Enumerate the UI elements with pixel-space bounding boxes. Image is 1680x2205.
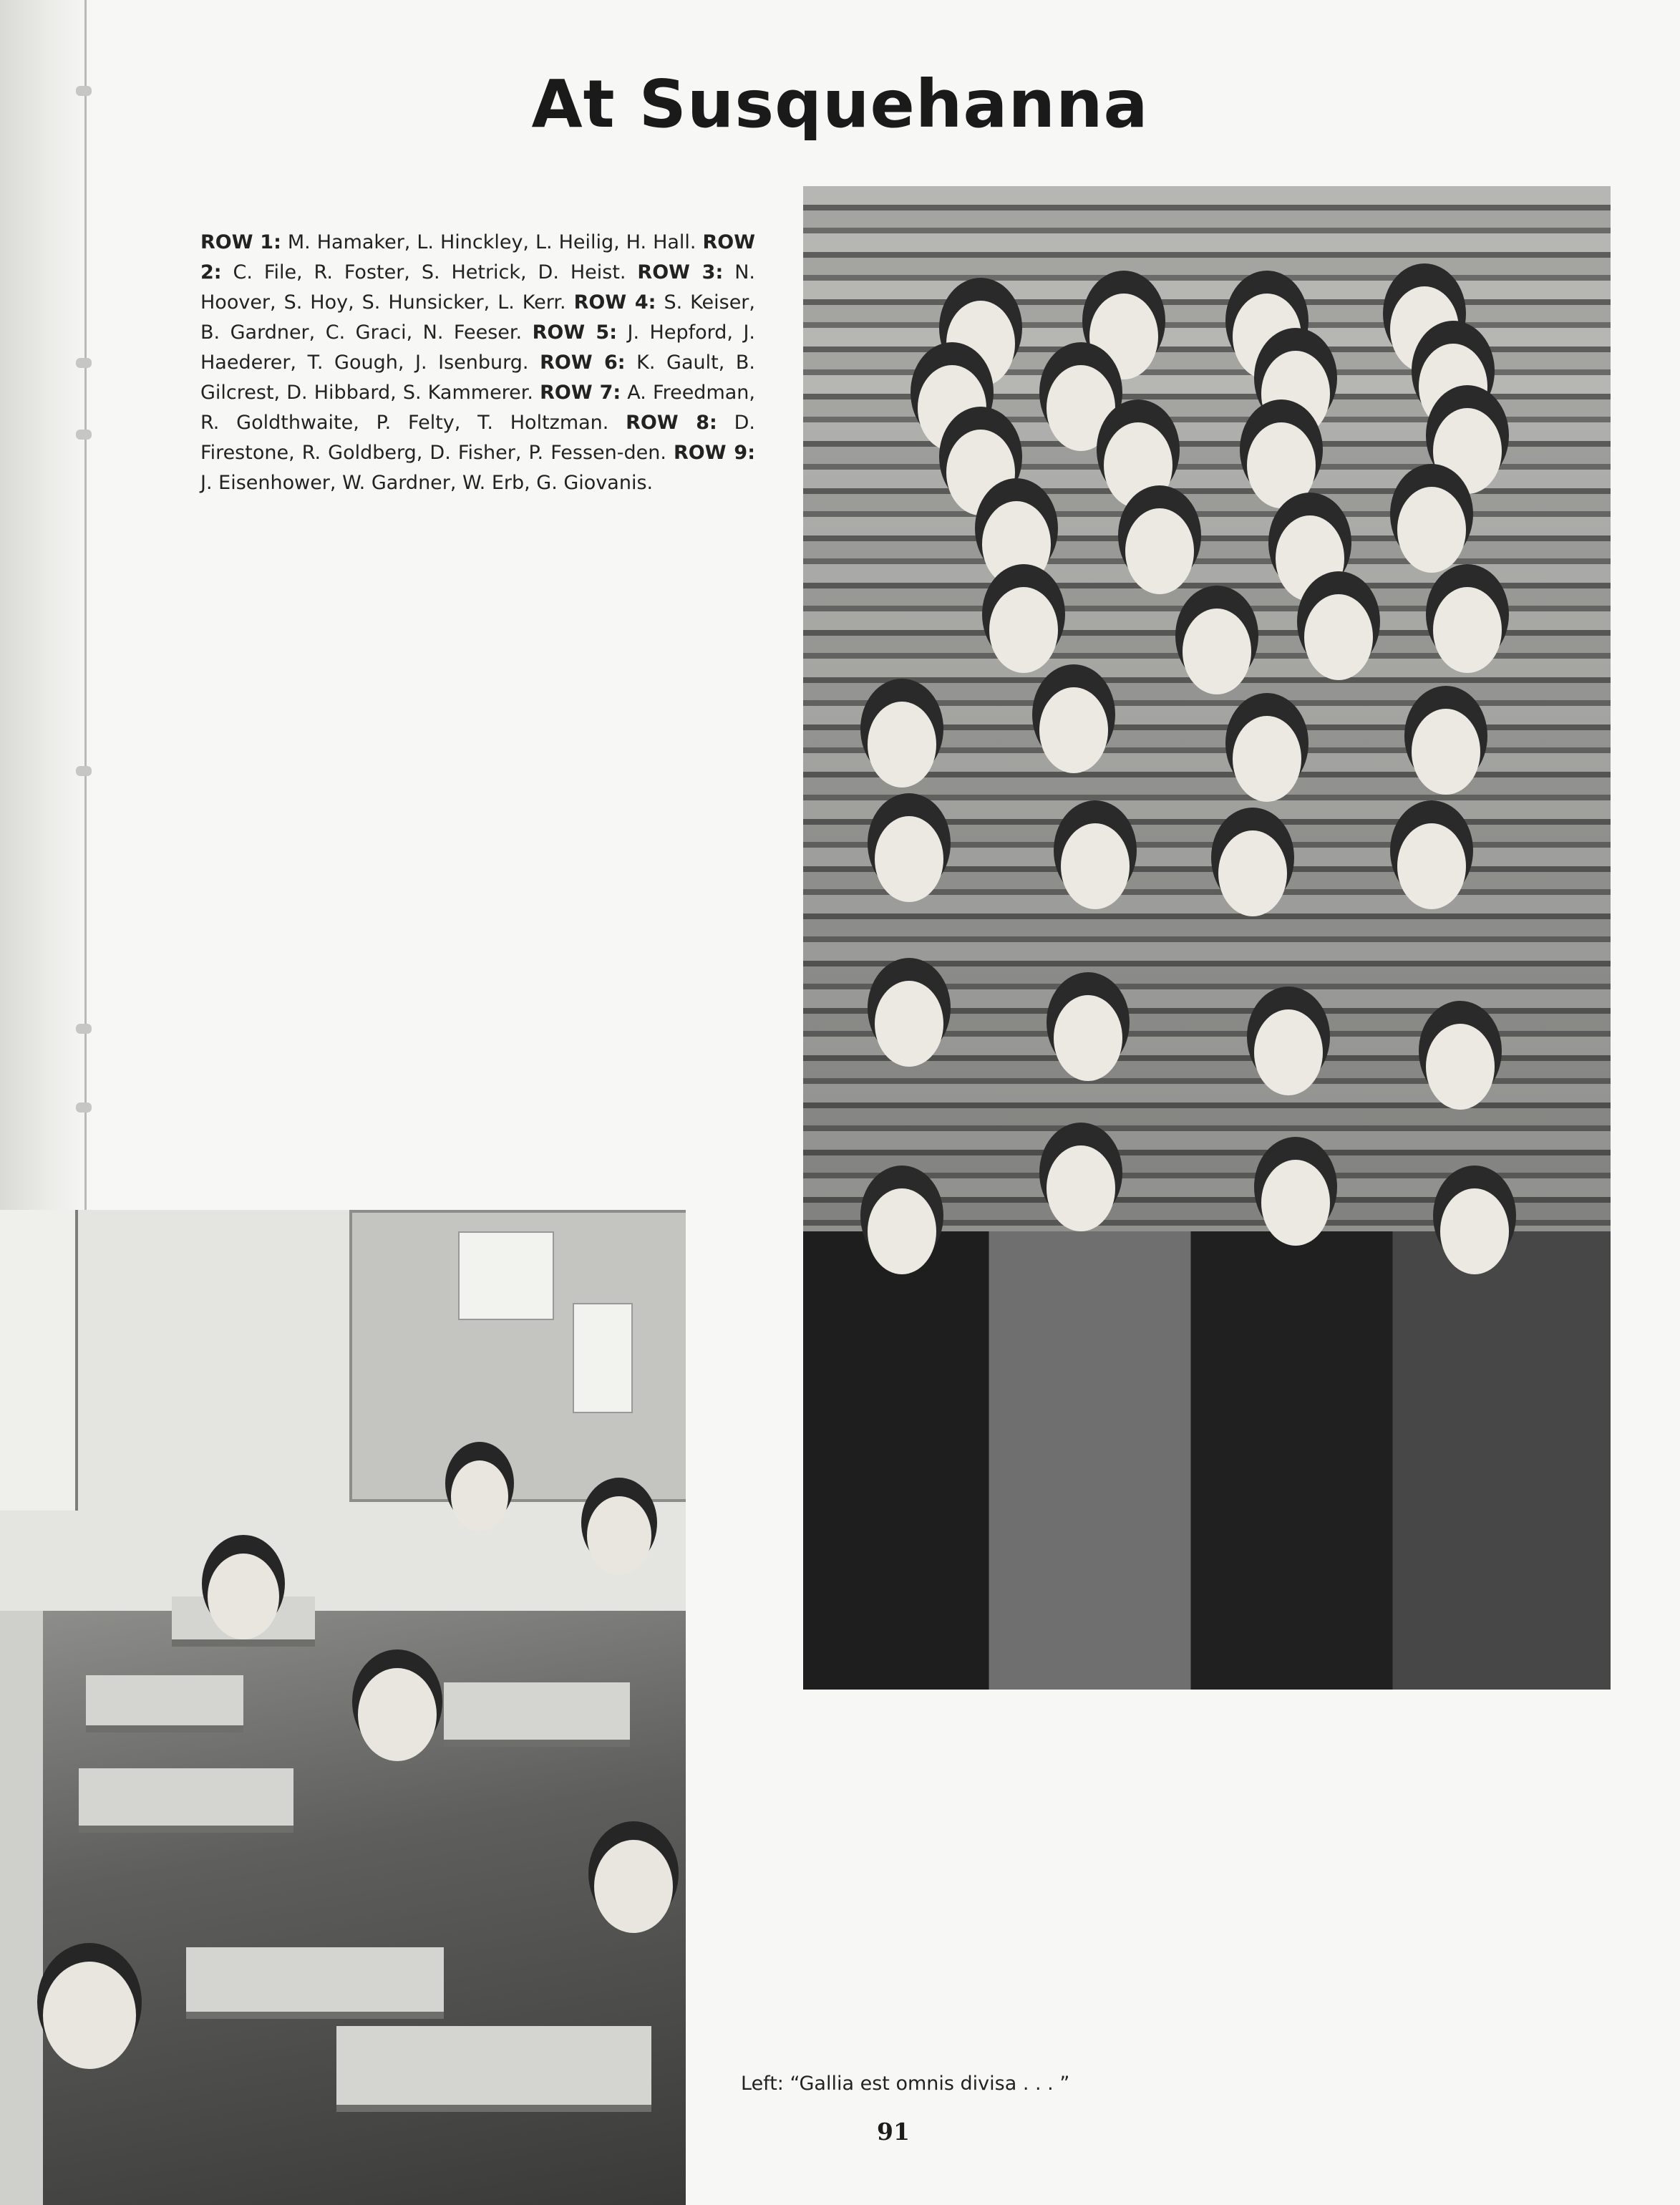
person-face [1261, 1160, 1330, 1246]
school-desk [444, 1682, 630, 1747]
student-figure [451, 1460, 508, 1532]
person-face [875, 816, 943, 902]
person-face [1397, 487, 1466, 573]
student-figure [587, 1496, 651, 1575]
person-face [989, 587, 1058, 673]
row-label: ROW 4: [573, 291, 656, 314]
person-face [875, 981, 943, 1067]
front-row-figures [803, 1231, 1611, 1690]
student-figure [43, 1962, 136, 2069]
bulletin-poster [573, 1303, 633, 1413]
person-face [1426, 1024, 1495, 1110]
person-face [1276, 515, 1344, 601]
school-desk [336, 2026, 651, 2112]
page-title: At Susquehanna [531, 66, 1149, 142]
row-names: J. Hepford, J. Haederer, T. Gough, J. Isenburg. [200, 321, 755, 374]
row-label: ROW 9: [674, 442, 755, 464]
person-face [1304, 594, 1373, 680]
row-names: D. Firestone, R. Goldberg, D. Fisher, P. Fessen-den. [200, 412, 755, 464]
person-face [1218, 830, 1287, 916]
group-photo-caption [200, 228, 755, 498]
school-desk [86, 1675, 243, 1732]
school-desk [186, 1947, 444, 2019]
row-label: ROW 1: [200, 231, 281, 253]
bulletin-poster [458, 1231, 554, 1320]
binding-stitch [76, 1024, 92, 1034]
person-face [1233, 716, 1301, 802]
binding-stitch [76, 1102, 92, 1113]
classroom-cabinet [0, 1210, 78, 1511]
row-names: S. Keiser, B. Gardner, C. Graci, N. Feeser. [200, 291, 755, 344]
classroom-photo-caption: Left: “Gallia est omnis divisa . . . ” [741, 2073, 1070, 2095]
person-face [1247, 422, 1316, 508]
row-label: ROW 8: [626, 412, 717, 434]
person-face [1412, 709, 1480, 795]
row-names: N. Hoover, S. Hoy, S. Hunsicker, L. Kerr. [200, 261, 755, 314]
person-face [1047, 1145, 1115, 1231]
student-figure [208, 1554, 279, 1639]
person-face [982, 501, 1051, 587]
student-figure [594, 1840, 673, 1933]
group-photo [803, 186, 1611, 1690]
person-face [1054, 995, 1122, 1081]
row-names: M. Hamaker, L. Hinckley, L. Heilig, H. Hall. [281, 231, 703, 253]
person-face [1089, 294, 1158, 379]
person-face [1440, 1188, 1509, 1274]
person-face [1104, 422, 1172, 508]
row-names: A. Freedman, R. Goldthwaite, P. Felty, T. Holtzman. [200, 382, 755, 434]
classroom-photo [0, 1210, 686, 2205]
person-face [1254, 1009, 1323, 1095]
person-face [868, 702, 936, 788]
school-desk [79, 1768, 293, 1833]
binding-stitch [76, 430, 92, 440]
person-face [1433, 408, 1502, 494]
row-names: C. File, R. Foster, S. Hetrick, D. Heist. [221, 261, 638, 284]
page-number: 91 [877, 2118, 910, 2146]
person-face [946, 430, 1015, 515]
person-face [1125, 508, 1194, 594]
row-names: K. Gault, B. Gilcrest, D. Hibbard, S. Kammerer. [200, 352, 755, 404]
person-face [1039, 687, 1108, 773]
row-label: ROW 6: [540, 352, 626, 374]
binding-stitch [76, 766, 92, 776]
row-names: J. Eisenhower, W. Gardner, W. Erb, G. Giovanis. [200, 472, 654, 494]
row-label: ROW 5: [532, 321, 617, 344]
person-face [1061, 823, 1130, 909]
person-face [1183, 609, 1251, 694]
row-label: ROW 7: [540, 382, 621, 404]
row-label: ROW 3: [637, 261, 724, 284]
person-face [1397, 823, 1466, 909]
student-figure [358, 1668, 437, 1761]
person-face [1433, 587, 1502, 673]
binding-stitch [76, 358, 92, 368]
row-label: ROW 2: [200, 231, 755, 284]
person-face [1047, 365, 1115, 451]
person-face [868, 1188, 936, 1274]
